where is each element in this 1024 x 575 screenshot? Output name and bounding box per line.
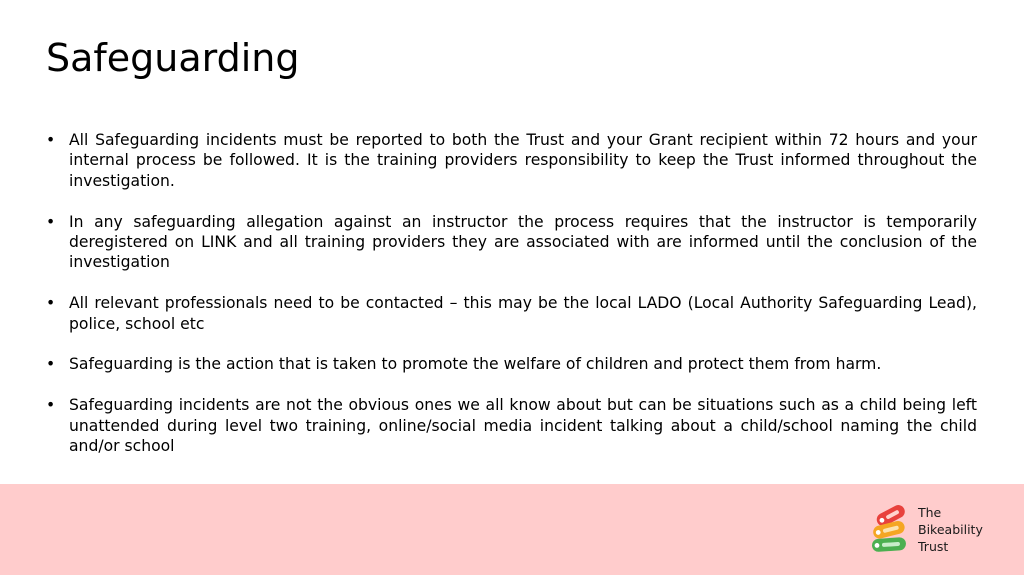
bullet-item [46,395,977,456]
bullet-marker: • [46,396,56,415]
bikeability-trust-logo [868,502,993,558]
bullet-marker: • [46,131,56,149]
bullet-marker: • [46,355,56,374]
slide-title: Safeguarding [46,36,300,80]
bullet-text: In any safeguarding allegation against an instructor the process requires that the instructor is temporarily deregistered on LINK and all training providers they are associated with are informed until the conclusion of the investigation [69,212,977,272]
bullet-text: All Safeguarding incidents must be reported to both the Trust and your Grant recipient within 72 hours and your internal process be followed. It is the training providers responsibility to keep the Trust informed throughout the investigation. [69,131,977,190]
bullet-list [46,130,977,477]
logo-wordmark [918,504,983,555]
bullet-item [46,130,977,191]
bullet-text: Safeguarding is the action that is taken to promote the welfare of children and protect them from harm. [69,355,882,374]
bikeability-badges-icon [868,502,914,558]
bullet-marker: • [46,294,56,313]
bullet-item [46,212,977,273]
bullet-text: Safeguarding incidents are not the obvious ones we all know about but can be situations such as a child being left unattended during level two training, online/social media incident talking about a child/school naming the child and/or school [69,396,977,456]
logo-line-2: Bikeability [918,522,983,537]
bullet-marker: • [46,212,56,231]
bullet-text: All relevant professionals need to be contacted – this may be the local LADO (Local Authority Safeguarding Lead), police, school etc [69,294,977,333]
bullet-item [46,293,977,334]
bullet-item [46,354,977,374]
logo-line-1: The [918,505,942,520]
logo-line-3: Trust [918,539,949,554]
